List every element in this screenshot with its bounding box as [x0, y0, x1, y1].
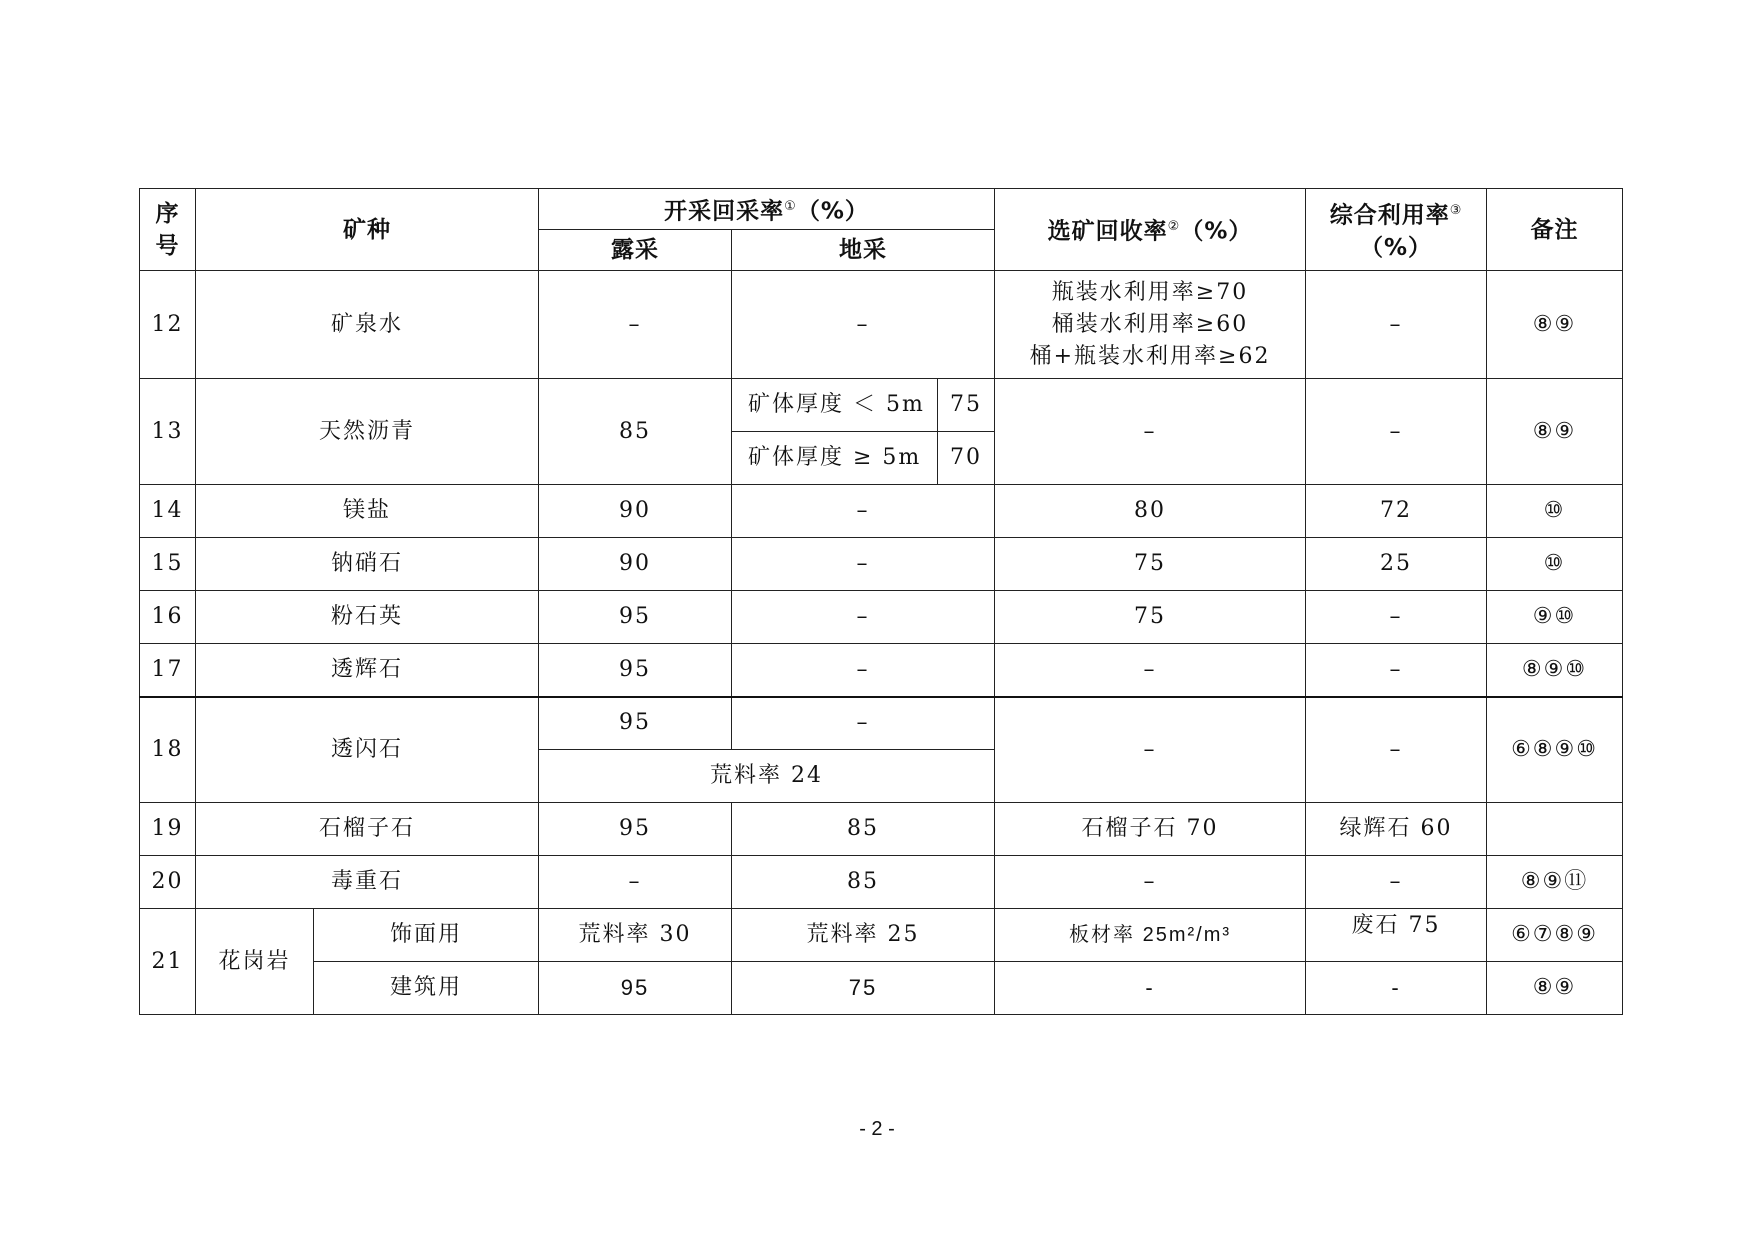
header-comprehensive-rate: 综合利用率③ （%） — [1306, 189, 1487, 271]
comprehensive-value: 绿辉石 60 — [1306, 803, 1487, 856]
underground-value-thick: 70 — [938, 432, 995, 485]
comprehensive-value: – — [1306, 697, 1487, 803]
table-row — [140, 485, 1623, 538]
open-pit-value: 95 — [539, 591, 732, 644]
dressing-value: - — [995, 962, 1306, 1015]
remarks-value: ⑧⑨ — [1487, 379, 1623, 485]
mineral-name: 石榴子石 — [196, 803, 539, 856]
mineral-standards-table — [139, 188, 1623, 1015]
mineral-subtype: 饰面用 — [314, 909, 539, 962]
table-row — [140, 697, 1623, 750]
row-number: 20 — [140, 856, 196, 909]
underground-value-thin: 75 — [938, 379, 995, 432]
row-number: 13 — [140, 379, 196, 485]
dressing-value: – — [995, 856, 1306, 909]
dressing-value — [995, 271, 1306, 379]
table-row — [140, 644, 1623, 697]
combined-rate: 桶+瓶装水利用率≥62 — [1029, 343, 1271, 369]
row-number: 14 — [140, 485, 196, 538]
dressing-value: – — [995, 697, 1306, 803]
open-pit-value: 90 — [539, 485, 732, 538]
remarks-value: ⑩ — [1487, 485, 1623, 538]
mineral-name: 矿泉水 — [196, 271, 539, 379]
remarks-value: ⑧⑨ — [1487, 962, 1623, 1015]
dressing-value: – — [995, 644, 1306, 697]
remarks-value: ⑥⑦⑧⑨ — [1487, 909, 1623, 962]
header-open-pit: 露采 — [539, 230, 732, 271]
comprehensive-value: 废石 75 — [1306, 909, 1487, 962]
mineral-subtype: 建筑用 — [314, 962, 539, 1015]
footnote-mark: ② — [1167, 219, 1181, 235]
row-number: 15 — [140, 538, 196, 591]
barrel-rate: 桶装水利用率≥60 — [1051, 311, 1249, 337]
dressing-value: – — [995, 379, 1306, 485]
comprehensive-value: – — [1306, 271, 1487, 379]
open-pit-value: 85 — [539, 379, 732, 485]
mineral-name: 花岗岩 — [196, 909, 314, 1015]
header-seq: 序 号 — [140, 189, 196, 271]
row-number: 16 — [140, 591, 196, 644]
underground-value: – — [732, 591, 995, 644]
dressing-value: 80 — [995, 485, 1306, 538]
open-pit-value: – — [539, 856, 732, 909]
mineral-name: 透辉石 — [196, 644, 539, 697]
header-underground: 地采 — [732, 230, 995, 271]
remarks-value — [1487, 803, 1623, 856]
remarks-value: ⑧⑨⑩ — [1487, 644, 1623, 697]
open-pit-value: 95 — [539, 644, 732, 697]
comprehensive-value: – — [1306, 644, 1487, 697]
row-number: 12 — [140, 271, 196, 379]
open-pit-value: 95 — [539, 697, 732, 750]
bottled-rate: 瓶装水利用率≥70 — [1051, 279, 1249, 305]
header-mineral: 矿种 — [196, 189, 539, 271]
row-number: 17 — [140, 644, 196, 697]
table-row — [140, 538, 1623, 591]
underground-value: 荒料率 25 — [732, 909, 995, 962]
comprehensive-value: - — [1306, 962, 1487, 1015]
page-number: - 2 - — [859, 1118, 895, 1140]
comprehensive-value: – — [1306, 379, 1487, 485]
remarks-value: ⑧⑨ — [1487, 271, 1623, 379]
underground-value: 85 — [732, 803, 995, 856]
mineral-name: 毒重石 — [196, 856, 539, 909]
mineral-name: 钠硝石 — [196, 538, 539, 591]
underground-value: – — [732, 697, 995, 750]
underground-value: – — [732, 271, 995, 379]
underground-value: 75 — [732, 962, 995, 1015]
comprehensive-value: – — [1306, 591, 1487, 644]
underground-value: – — [732, 538, 995, 591]
underground-value: 85 — [732, 856, 995, 909]
row-number: 18 — [140, 697, 196, 803]
table-row — [140, 803, 1623, 856]
open-pit-value: 95 — [539, 962, 732, 1015]
open-pit-value: 95 — [539, 803, 732, 856]
mineral-name: 粉石英 — [196, 591, 539, 644]
dressing-value: 75 — [995, 538, 1306, 591]
table-row — [140, 856, 1623, 909]
footnote-mark: ③ — [1449, 203, 1463, 219]
table-subrow — [140, 962, 1623, 1015]
mineral-name: 透闪石 — [196, 697, 539, 803]
block-yield-value: 荒料率 24 — [539, 750, 995, 803]
remarks-value: ⑩ — [1487, 538, 1623, 591]
mineral-name: 镁盐 — [196, 485, 539, 538]
underground-value: – — [732, 644, 995, 697]
table-row — [140, 591, 1623, 644]
thickness-condition-thick: 矿体厚度 ≥ 5m — [732, 432, 938, 485]
open-pit-value: 荒料率 30 — [539, 909, 732, 962]
header-row-1 — [140, 189, 1623, 230]
comprehensive-value: 72 — [1306, 485, 1487, 538]
remarks-value: ⑨⑩ — [1487, 591, 1623, 644]
open-pit-value: 90 — [539, 538, 732, 591]
remarks-value: ⑥⑧⑨⑩ — [1487, 697, 1623, 803]
header-remarks: 备注 — [1487, 189, 1623, 271]
header-dressing-rate: 选矿回收率②（%） — [995, 189, 1306, 271]
row-number: 21 — [140, 909, 196, 1015]
dressing-value: 板材率 25m²/m³ — [995, 909, 1306, 962]
underground-value: – — [732, 485, 995, 538]
row-number: 19 — [140, 803, 196, 856]
remarks-value: ⑧⑨⑪ — [1487, 856, 1623, 909]
dressing-value: 石榴子石 70 — [995, 803, 1306, 856]
table-row — [140, 909, 1623, 962]
comprehensive-value: 25 — [1306, 538, 1487, 591]
comprehensive-value: – — [1306, 856, 1487, 909]
header-mining-rate: 开采回采率①（%） — [539, 189, 995, 230]
mineral-name: 天然沥青 — [196, 379, 539, 485]
footnote-mark: ① — [784, 198, 797, 214]
dressing-value: 75 — [995, 591, 1306, 644]
open-pit-value: – — [539, 271, 732, 379]
table-row — [140, 379, 1623, 432]
table-row — [140, 271, 1623, 379]
thickness-condition-thin: 矿体厚度 ＜ 5m — [732, 379, 938, 432]
